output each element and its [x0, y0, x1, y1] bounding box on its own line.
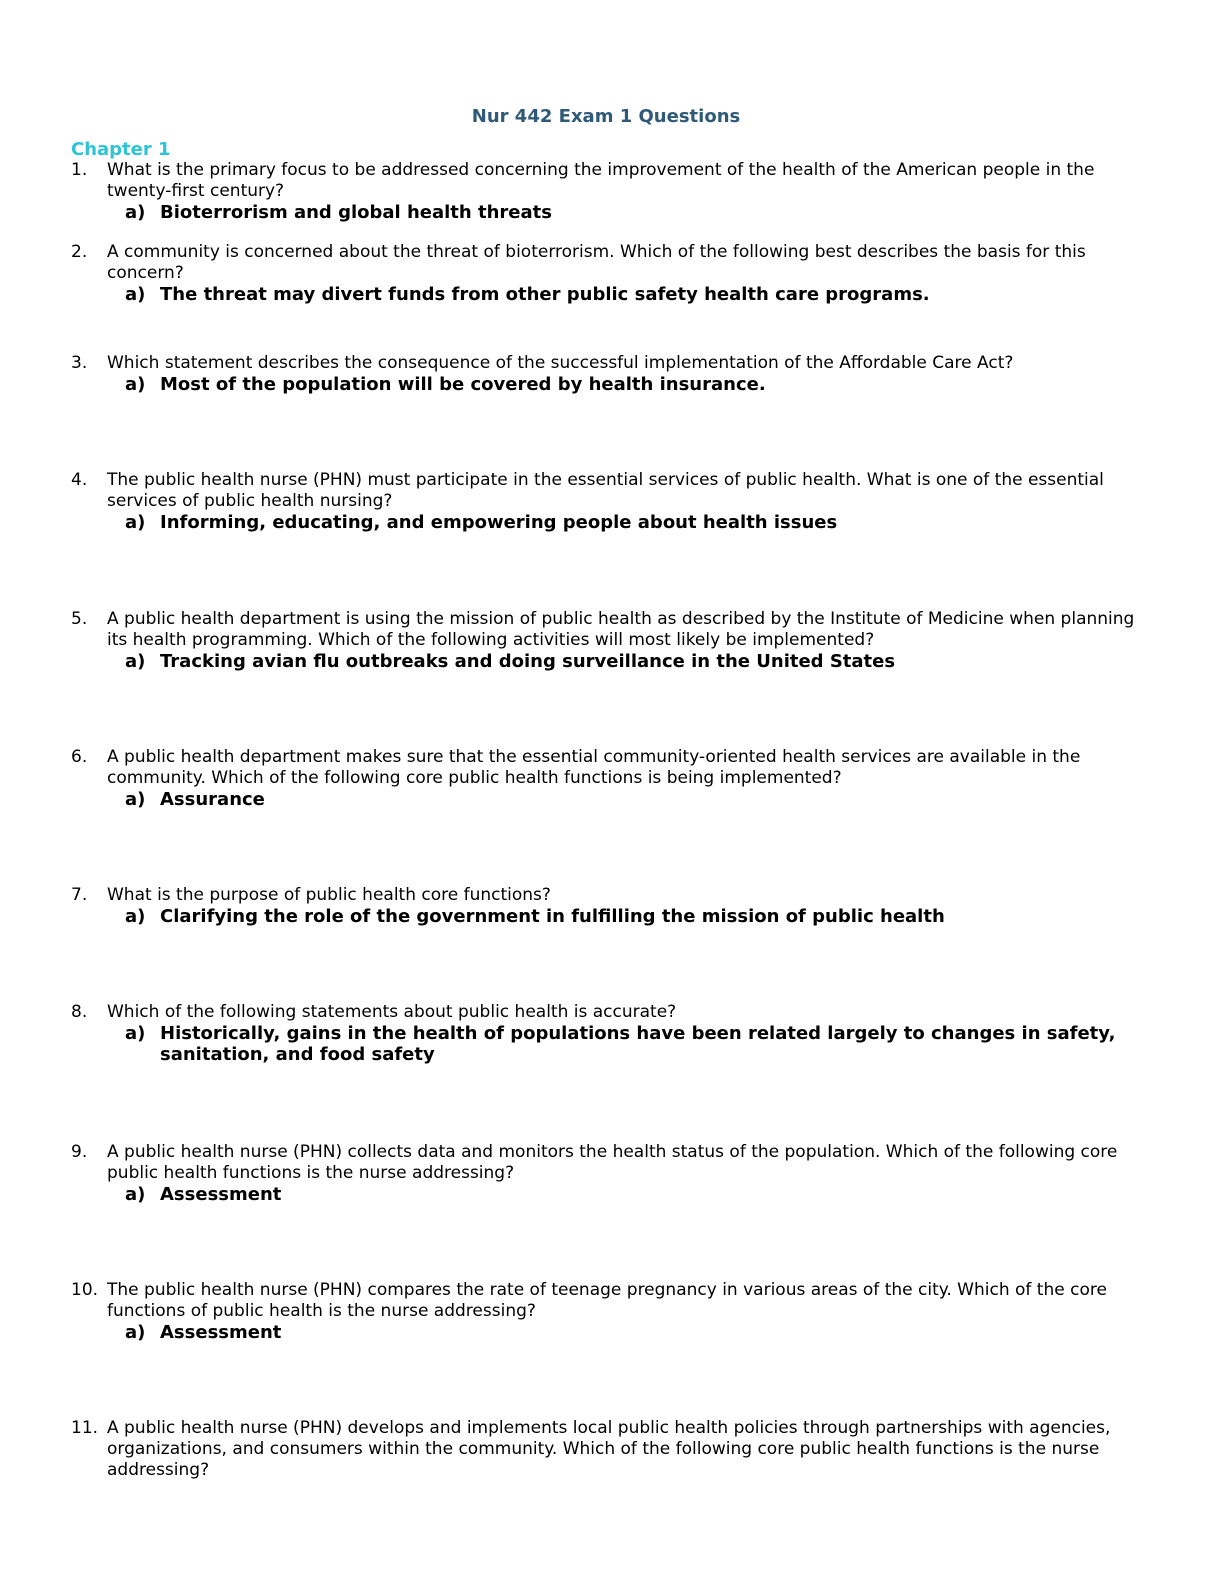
question-number: 9. [71, 1142, 88, 1162]
question-number: 1. [71, 160, 88, 180]
chapter-heading: Chapter 1 [71, 139, 171, 160]
answer [125, 651, 1141, 672]
answer-letter: a) [125, 374, 146, 395]
question-item [71, 885, 1141, 927]
question-text: The public health nurse (PHN) compares the rate of teenage pregnancy in various areas of the city. Which of the core functions of public health is the nurse addressing? [107, 1280, 1107, 1321]
question-number: 7. [71, 885, 88, 905]
answer-text: Assessment [160, 1322, 282, 1343]
answer-text: The threat may divert funds from other public safety health care programs. [160, 284, 930, 305]
question-item [71, 1418, 1141, 1481]
question-number: 6. [71, 747, 88, 767]
question-item [71, 242, 1141, 305]
answer [125, 1184, 1141, 1205]
answer-letter: a) [125, 512, 146, 533]
answer-letter: a) [125, 284, 146, 305]
question-item [71, 1002, 1141, 1065]
question-text: A public health nurse (PHN) collects data and monitors the health status of the population. Which of the following core public health functions is the nurse addressing? [107, 1142, 1118, 1183]
answer-text: Historically, gains in the health of populations have been related largely to changes in safety, sanitation, and food safety [160, 1023, 1116, 1065]
answer [125, 284, 1141, 305]
question-number: 5. [71, 609, 88, 629]
answer-letter: a) [125, 202, 146, 223]
question-text: A public health department is using the mission of public health as described by the Institute of Medicine when planning its health programming. Which of the following activities will most likely be implemented? [107, 609, 1135, 650]
answer-text: Clarifying the role of the government in fulfilling the mission of public health [160, 906, 945, 927]
answer-text: Tracking avian flu outbreaks and doing surveillance in the United States [160, 651, 896, 672]
answer-letter: a) [125, 651, 146, 672]
answer-text: Assurance [160, 789, 265, 810]
page-title: Nur 442 Exam 1 Questions [471, 106, 741, 127]
question-item [71, 353, 1141, 395]
answer [125, 1023, 1141, 1065]
answer-text: Assessment [160, 1184, 282, 1205]
answer-letter: a) [125, 906, 146, 927]
question-item [71, 1142, 1141, 1205]
question-item [71, 470, 1141, 533]
question-number: 3. [71, 353, 88, 373]
question-number: 2. [71, 242, 88, 262]
answer-letter: a) [125, 789, 146, 810]
answer [125, 1322, 1141, 1343]
answer [125, 789, 1141, 810]
question-item [71, 747, 1141, 810]
answer-text: Bioterrorism and global health threats [160, 202, 552, 223]
question-number: 11. [71, 1418, 99, 1438]
answer [125, 374, 1141, 395]
answer [125, 906, 1141, 927]
answer-text: Most of the population will be covered by health insurance. [160, 374, 766, 395]
answer-letter: a) [125, 1322, 146, 1343]
answer [125, 512, 1141, 533]
question-text: What is the purpose of public health core functions? [107, 885, 551, 905]
question-text: Which statement describes the consequence of the successful implementation of the Affordable Care Act? [107, 353, 1014, 373]
question-item [71, 1280, 1141, 1343]
question-number: 8. [71, 1002, 88, 1022]
question-text: The public health nurse (PHN) must participate in the essential services of public health. What is one of the essential services of public health nursing? [107, 470, 1104, 511]
answer-letter: a) [125, 1023, 146, 1044]
question-item [71, 160, 1141, 223]
answer-letter: a) [125, 1184, 146, 1205]
answer [125, 202, 1141, 223]
question-text: Which of the following statements about public health is accurate? [107, 1002, 677, 1022]
question-number: 10. [71, 1280, 99, 1300]
question-text: A community is concerned about the threat of bioterrorism. Which of the following best describes the basis for this concern? [107, 242, 1086, 283]
question-text: A public health nurse (PHN) develops and implements local public health policies through partnerships with agencies, organizations, and consumers within the community. Which of the following core public health functions is the nurse addressing? [107, 1418, 1111, 1480]
answer-text: Informing, educating, and empowering people about health issues [160, 512, 838, 533]
question-item [71, 609, 1141, 672]
question-text: A public health department makes sure that the essential community-oriented health services are available in the community. Which of the following core public health functions is being implemented? [107, 747, 1081, 788]
question-text: What is the primary focus to be addressed concerning the improvement of the health of the American people in the twenty-first century? [107, 160, 1095, 201]
question-number: 4. [71, 470, 88, 490]
